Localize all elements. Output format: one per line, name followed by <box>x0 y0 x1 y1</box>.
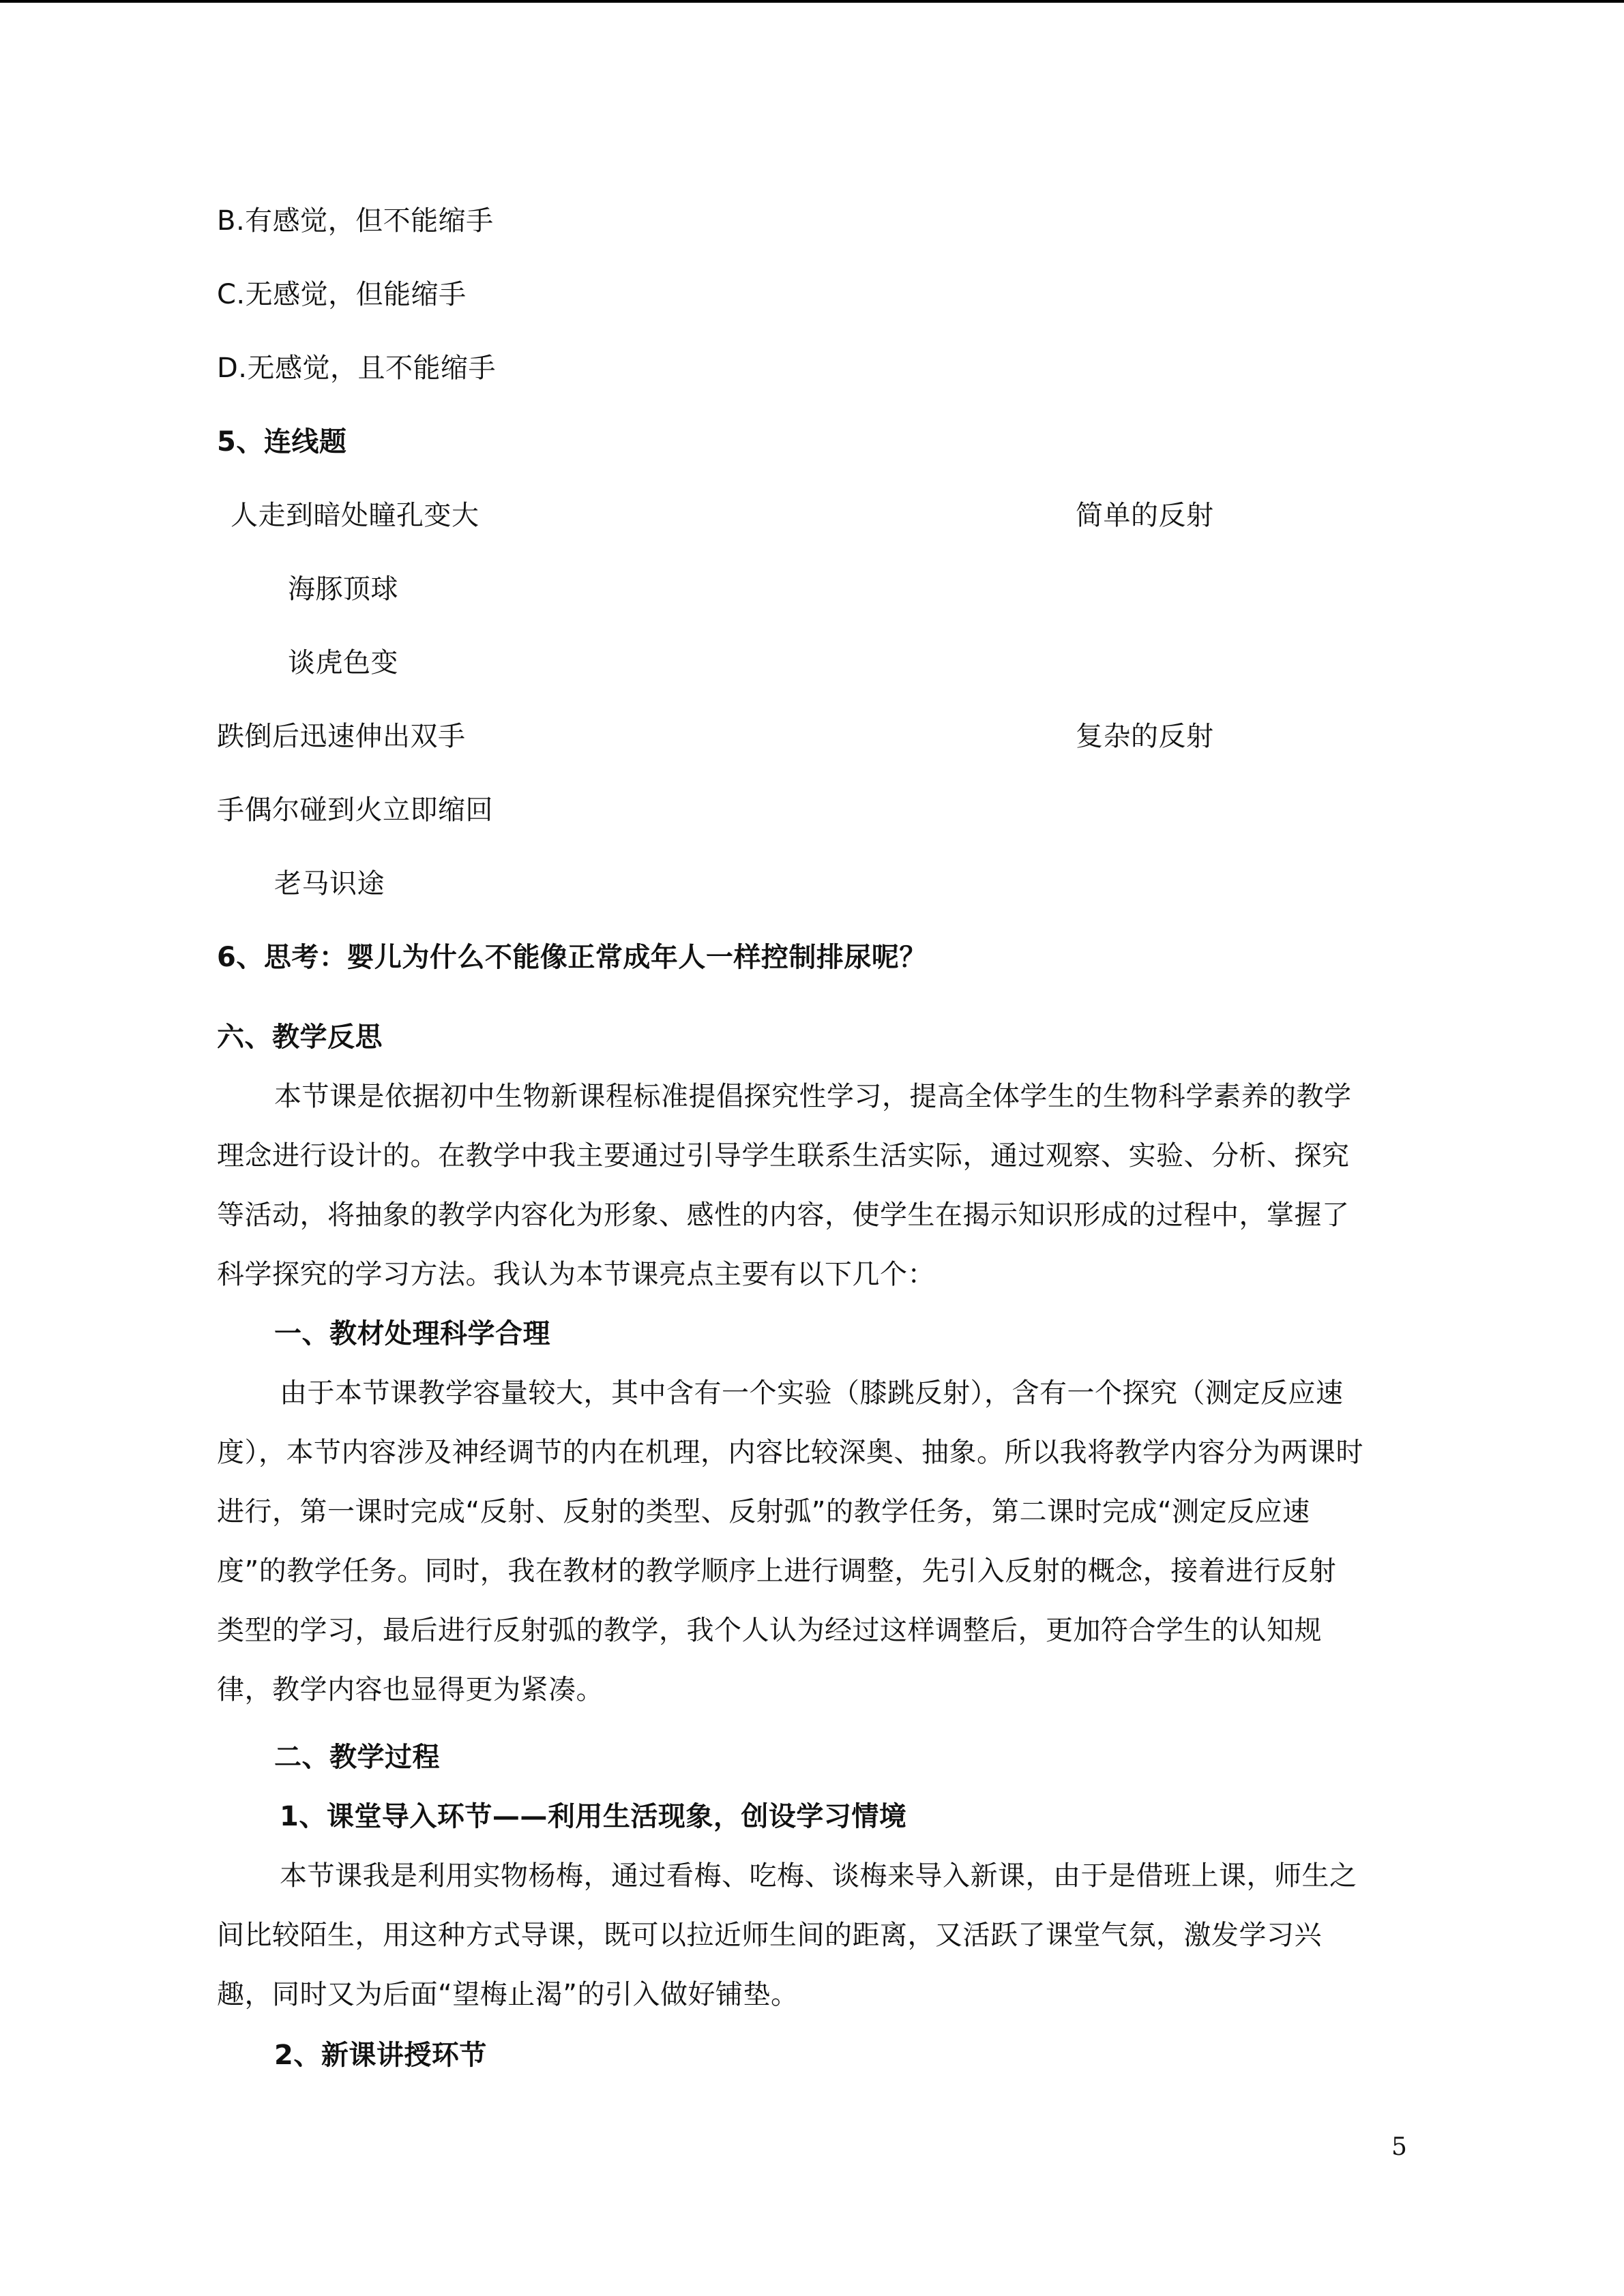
question-6: 6、思考：婴儿为什么不能像正常成年人一样控制排尿呢？ <box>217 942 927 973</box>
section-1-line: 进行，第一课时完成“反射、反射的类型、反射弧”的教学任务，第二课时完成“测定反应速 <box>217 1496 1310 1527</box>
section-1-heading: 一、教材处理科学合理 <box>274 1318 550 1350</box>
section-2-heading: 二、教学过程 <box>274 1742 440 1773</box>
page-top-border <box>0 0 1624 3</box>
matching-right-item: 复杂的反射 <box>1076 721 1214 752</box>
reflection-intro-line: 科学探究的学习方法。我认为本节课亮点主要有以下几个： <box>217 1259 935 1290</box>
matching-left-item: 谈虎色变 <box>288 647 398 679</box>
section-1-line: 由于本节课教学容量较大，其中含有一个实验（膝跳反射），含有一个探究（测定反应速 <box>280 1377 1344 1409</box>
option-b: B.有感觉，但不能缩手 <box>217 205 494 237</box>
reflection-intro-line: 理念进行设计的。在教学中我主要通过引导学生联系生活实际，通过观察、实验、分析、探究 <box>217 1140 1350 1172</box>
section-1-line: 度”的教学任务。同时，我在教材的教学顺序上进行调整，先引入反射的概念，接着进行反射 <box>217 1555 1337 1587</box>
section-1-line: 类型的学习，最后进行反射弧的教学，我个人认为经过这样调整后，更加符合学生的认知规 <box>217 1615 1322 1646</box>
subsection-1-line: 间比较陌生，用这种方式导课，既可以拉近师生间的距离，又活跃了课堂气氛，激发学习兴 <box>217 1920 1322 1951</box>
matching-left-item: 手偶尔碰到火立即缩回 <box>217 794 493 826</box>
reflection-intro-line: 本节课是依据初中生物新课程标准提倡探究性学习，提高全体学生的生物科学素养的教学 <box>274 1081 1352 1112</box>
subsection-2-heading: 2、新课讲授环节 <box>274 2040 487 2071</box>
matching-left-item: 跌倒后迅速伸出双手 <box>217 721 466 752</box>
subsection-1-line: 趣，同时又为后面“望梅止渴”的引入做好铺垫。 <box>217 1979 799 2010</box>
subsection-1-heading: 1、课堂导入环节——利用生活现象，创设学习情境 <box>280 1801 907 1832</box>
reflection-heading: 六、教学反思 <box>217 1022 383 1053</box>
page-number: 5 <box>1391 2133 1407 2161</box>
matching-left-item: 人走到暗处瞳孔变大 <box>231 500 479 531</box>
option-d: D.无感觉，且不能缩手 <box>217 353 497 384</box>
subsection-1-line: 本节课我是利用实物杨梅，通过看梅、吃梅、谈梅来导入新课，由于是借班上课，师生之 <box>280 1860 1357 1892</box>
reflection-intro-line: 等活动，将抽象的教学内容化为形象、感性的内容，使学生在揭示知识形成的过程中，掌握了 <box>217 1199 1350 1231</box>
matching-heading: 5、连线题 <box>217 426 347 458</box>
option-c: C.无感觉，但能缩手 <box>217 279 467 310</box>
section-1-line: 度），本节内容涉及神经调节的内在机理，内容比较深奥、抽象。所以我将教学内容分为两课时 <box>217 1437 1363 1468</box>
section-1-line: 律，教学内容也显得更为紧凑。 <box>217 1674 604 1705</box>
matching-left-item: 老马识途 <box>274 868 385 899</box>
matching-right-item: 简单的反射 <box>1076 500 1214 531</box>
matching-left-item: 海豚顶球 <box>288 573 398 605</box>
